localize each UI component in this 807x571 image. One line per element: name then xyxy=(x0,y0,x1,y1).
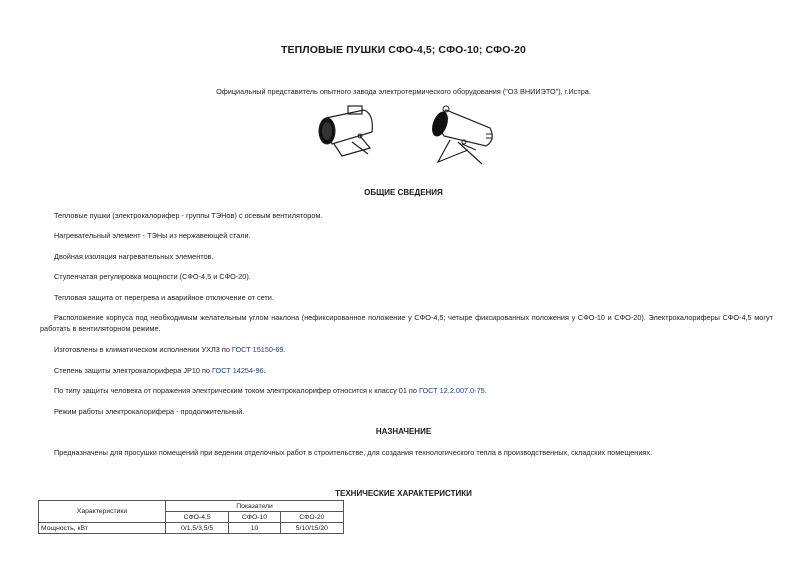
subtitle: Официальный представитель опытного завода электротермического оборудования ("ОЗ ВНИИЭТО"), г.Истра. xyxy=(216,87,591,96)
gost-item xyxy=(54,345,286,354)
heat-gun-sfo-4-5-illustration xyxy=(312,104,382,164)
page-title: ТЕПЛОВЫЕ ПУШКИ СФО-4,5; СФО-10; СФО-20 xyxy=(281,44,526,56)
general-item: Тепловые пушки (электрокалорифер - группы ТЭНов) с осевым вентилятором. xyxy=(54,211,323,220)
section-heading-specs: ТЕХНИЧЕСКИЕ ХАРАКТЕРИСТИКИ xyxy=(335,489,472,498)
header-values: Показатели xyxy=(166,501,344,512)
mounting-paragraph: Расположение корпуса под необходимым желательным углом наклона (нефиксированное положение у СФО-4,5; четыре фиксированных положения у СФО-10 и СФО-20). Электрокалориферы СФО-4,5 могут работать в вентиляторном режиме. xyxy=(40,313,773,333)
general-item: Тепловая защита от перегрева и аварийное отключение от сети. xyxy=(54,293,274,302)
gost-link[interactable]: ГОСТ 12.2.007.0-75 xyxy=(418,386,485,395)
specs-table xyxy=(38,500,344,534)
model-header: СФО-10 xyxy=(229,512,280,523)
model-header: СФО-20 xyxy=(280,512,343,523)
row-value: 5/10/15/20 xyxy=(280,523,343,534)
product-images xyxy=(0,104,807,174)
gost-end: . xyxy=(263,366,266,375)
table-row xyxy=(39,523,344,534)
general-item: Ступенчатая регулировка мощности (СФО-4,5 и СФО-20). xyxy=(54,272,251,281)
gost-end: . xyxy=(283,345,286,354)
purpose-text: Предназначены для просушки помещений при ведении отделочных работ в строительстве, для создания технологического тепла в производственных, складских помещениях. xyxy=(54,448,653,457)
header-characteristic: Характеристики xyxy=(39,501,166,523)
section-heading-general: ОБЩИЕ СВЕДЕНИЯ xyxy=(364,188,443,197)
general-item: Нагревательный элемент - ТЭНы из нержавеющей стали. xyxy=(54,231,251,240)
gost-item xyxy=(54,366,266,375)
row-name: Мощность, кВт xyxy=(39,523,166,534)
heat-gun-sfo-20-illustration xyxy=(428,104,498,168)
gost-item xyxy=(54,386,487,395)
row-value: 0/1,5/3,5/5 xyxy=(166,523,229,534)
gost-text: Степень защиты электрокалорифера JP10 по xyxy=(54,366,213,375)
gost-end: . xyxy=(484,386,487,395)
row-value: 10 xyxy=(229,523,280,534)
table-header-row xyxy=(39,501,344,512)
model-header: СФО-4,5 xyxy=(166,512,229,523)
operating-mode: Режим работы электрокалорифера - продолжительный. xyxy=(54,407,245,416)
section-heading-purpose: НАЗНАЧЕНИЕ xyxy=(375,427,432,436)
gost-link[interactable]: ГОСТ 15150-69 xyxy=(231,345,284,354)
gost-text: По типу защиты человека от поражения электрическим током электрокалорифер относится к классу 01 по xyxy=(54,386,419,395)
general-item: Двойная изоляция нагревательных элементов. xyxy=(54,252,214,261)
gost-text: Изготовлены в климатическом исполнении УХЛ3 по xyxy=(54,345,232,354)
gost-link[interactable]: ГОСТ 14254-96 xyxy=(212,366,264,375)
